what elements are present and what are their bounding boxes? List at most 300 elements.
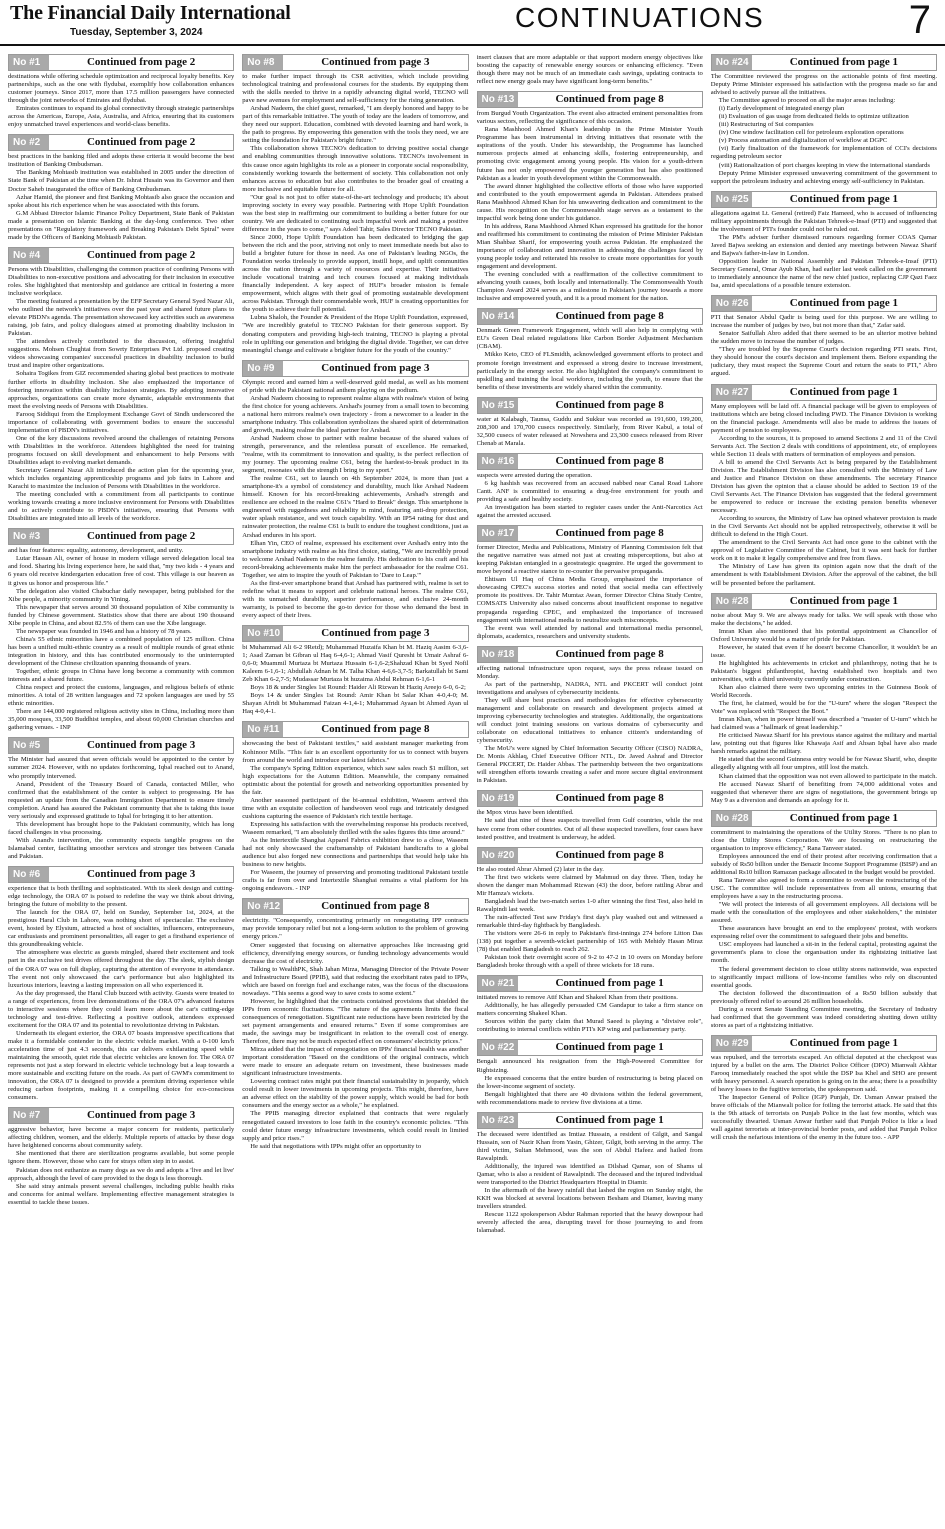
article-body <box>477 866 703 971</box>
continuation-article <box>711 191 937 290</box>
continuation-article <box>8 866 234 1102</box>
paragraph: Opposition leader in National Assembly and Pakistan Tehreek-e-Insaf (PTI) Secretary General, Omar Ayub Khan, had earlier last week called on the government to immediately announce the name of the new chief justice, replacing CJP Qazi Faez Isa, amid speculations of a possible tenure extension. <box>710 257 937 290</box>
masthead <box>0 0 945 46</box>
article-body <box>477 327 703 391</box>
article-body <box>477 1058 703 1106</box>
continuation-header <box>711 384 937 401</box>
continued-from-label: Continued from page 3 <box>49 738 233 753</box>
paragraph: The visitors were 26-6 in reply to Pakistan's first-innings 274 before Litton Das (138) put together a seventh-wicket partnership of 165 with Mehidy Hasan Miraz (78) that enabled Bangladesh to reach 262. <box>476 929 703 954</box>
paragraph: The Banking Mohtasib institution was established in 2005 under the direction of State Bank of Pakistan at the time when Dr. Ishrat Husain was its Governor and then Doctor Saheb inaugurated the office of Banking Ombudsman. <box>8 169 235 193</box>
continuation-article <box>8 737 234 861</box>
continued-from-label: Continued from page 1 <box>518 1040 702 1055</box>
paragraph: Arshad Nadeem choosing to represent realme aligns with realme's vision of being the first choice for young achievers. Arshad's journey from a small town to becoming a national hero mirrors realme's own trajectory - from a newcomer to a leader in the smartphone industry. This collaboration symbolizes the shared spirit of determination and growth, making realme the ideal partner for Arshad. <box>242 394 469 434</box>
continued-from-label: Continued from page 2 <box>49 248 233 263</box>
paragraph: He said that negotiations with IPPs might offer an opportunity to <box>250 1142 422 1150</box>
column-2 <box>242 54 468 1529</box>
paragraph: The meeting featured a presentation by the EFP Secretary General Syed Nazar Ali, who outlined the network's initiatives over the past year and shared future plans to elevate PBDN's agenda. The presentation showcased key activities such as awareness raising, job fairs, and policy dialogues aimed at promoting disability inclusion in Pakistan. <box>8 298 235 338</box>
article-body <box>477 416 703 448</box>
issue-date: Tuesday, September 3, 2024 <box>70 27 203 38</box>
paragraph: electricity. "Consequently, concentrating primarily on renegotiating IPP contracts may provide temporary relief but not a long-term solution to the problem of growing energy prices." <box>242 917 469 941</box>
continuation-number: No #13 <box>478 92 518 107</box>
continuation-header <box>477 646 703 663</box>
paragraph: The MoU's were signed by Chief Information Security Officer (CISO) NADRA, Dr. Monis Akhlaq, Chief Executive Officer NTL, Dr. Javed Ashraf and Director General PKCERT, Dr. Haider Abbas. The partnership between the two organizations will strengthen efforts towards creating a safer and more secure digital environment in Pakistan. <box>476 745 703 785</box>
paragraph: He highlighted his achievements in cricket and philanthropy, noting that he is Pakistan's biggest philanthropist, having established two hospitals and two universities, with a third university currently under construction. <box>710 659 937 683</box>
continued-from-label: Continued from page 3 <box>49 1108 233 1123</box>
paragraph: Rana Tanveer also agreed to form a committee to oversee the restructuring of the USC. The committee will include representatives from all unions, ensuring that employees have a say in the restructuring process. <box>710 876 937 901</box>
continuation-number: No #4 <box>9 248 49 263</box>
paragraph: An investigation has been started to register cases under the Anti-Narcotics Act against the arrested accused. <box>476 504 703 520</box>
paragraph: The atmosphere was electric as guests mingled, shared their excitement and took part in the exclusive test drives offered throughout the day. The sleek, stylish design of the ORA 07 was on full display, capturing the attention of everyone in attendance. The event not only showcased the car's performance but also highlighted its luxurious interiors, leaving a lasting impression on all who experienced it. <box>8 949 235 989</box>
paragraph: The PPIB managing director explained that contracts that were regularly renegotiated caused investors to lose faith in the country's economic policies. "This could deter future energy infrastructure investments, which could result in limited supply and price rises." <box>242 1110 469 1142</box>
continuation-number: No #16 <box>478 454 518 469</box>
continuation-number: No #24 <box>712 55 752 70</box>
paragraph: However, he stated that even if he doesn't become Chancellor, it wouldn't be an issue. <box>710 643 937 659</box>
paragraph: 6 kg hashish was recovered from an accused nabbed near Canal Road Lahore Cantt. ANF is committed to ensuring a drug-free environment for youth and providing a safe and healthy society. <box>476 479 703 504</box>
continuation-number: No #1 <box>9 55 49 70</box>
paragraph: Elhan Yin, CEO of realme, expressed his excitement over Arshad's entry into the smartphone industry with realme as his first choice, stating, "We are incredibly proud to welcome Arshad Nadeem to the realme family. His dedication to his craft and his record-breaking achievements make him the perfect ambassador for the realme C61. Together, we aim to inspire the youth of Pakistan to 'Dare to Leap.'" <box>242 539 469 579</box>
continuation-header <box>711 295 937 312</box>
continuation-number: No #28 <box>712 594 752 609</box>
continuation-header <box>477 91 703 108</box>
paragraph: The first, he claimed, would be for the "U-turn" where the slogan "Respect the Vote" was replaced with "Respect the Boot." <box>710 700 937 716</box>
continuation-header <box>242 360 468 377</box>
continuation-header <box>477 525 703 542</box>
paragraph: Together, ethnic groups in China have long become a community with common interests and a shared future. <box>8 668 235 684</box>
column-3 <box>477 54 703 1529</box>
continuation-article <box>477 54 703 86</box>
paragraph: Lubna Shaloh, the Founder & President of the Hope Uplift Foundation, expressed, "We are incredibly grateful to TECNO Pakistan for their generous support. By donating computers and providing high-tech training, TECNO is playing a pivotal role in uplifting our generation and bridging the digital divide. Together, we can drive meaningful change and cultivate a brighter future for the youth of the country." <box>242 314 469 354</box>
paragraph: Rana Mashhood Ahmed Khan's leadership in the Prime Minister Youth Programme has been instrumental in driving initiatives that resonate with the aspirations of the youth. Under his stewardship, the Programme has launched numerous projects aimed at enhancing skills, fostering entrepreneurship, and promoting civic engagement among young people. His vision for a youth-driven future has not only empowered the younger generation but has also positioned Pakistan as a leader in youth development within the Commonwealth. <box>476 126 703 182</box>
paragraph: Talking to WealthPK, Shah Jahan Mirza, Managing Director of the Private Power and Infrastructure Board (PPIB), said that reducing the exorbitant rates paid to IPPs, which are based on foreign fuel and exchange rates, was the focus of the discussions nowadays. "This seems a good way to save costs to some extent." <box>242 965 469 997</box>
paragraph: Azhar Hamid, the pioneer and first Banking Mohtasib also grace the occasion and spoke about his rich experience when he was associated with this forum. <box>8 193 235 209</box>
paragraph: best practices in the banking filed and adopts these criteria it would become the best institution of Banking Ombudsman. <box>8 153 235 169</box>
continued-from-label: Continued from page 8 <box>518 454 702 469</box>
paragraph: Khan claimed that the opposition was not even allowed to participate in the match. <box>718 772 937 780</box>
paragraph: The delegation also visited Chabuchar daily newspaper, being published for the Xibe people, a minority community in Yining. <box>8 587 235 603</box>
continuation-header <box>477 790 703 807</box>
paragraph: from Burgud Youth Organization. The event also attracted eminent personalities from various sectors, reflecting the significance of this occasion. <box>476 110 703 126</box>
paragraph: Anand, President of the Treasury Board of Canada, contacted Miller, who confirmed that the establishment of the center is subject to progressing. He has requested an update from the Canadian Immigration Department to ensure timely completion. Anand has assured the Pakistani community that she is taking this issue very seriously and expressed gratitude to Iqbal for bringing it to her attention. <box>8 780 235 820</box>
continuation-number: No #2 <box>9 135 49 150</box>
paragraph: The rain-affected Test saw Friday's first day's play washed out and witnessed a remarkable third-day fightback by Bangladesh. <box>476 913 703 929</box>
paragraph: (iii) Restructuring of Sui companies <box>718 121 814 129</box>
continuation-article <box>477 847 703 971</box>
continuation-article <box>477 453 703 520</box>
continuation-header <box>8 528 234 545</box>
paragraph: bi Muhammad Ali 6-2 9Retd); Muhammad Huzaifa Khan bt M. Haziq Aasim 6-3,6-1; Asad Zaman bt Gibran ul Haq 6-4,6-1; Ahmad Vasif Qureshi bt Umair Ashraf 6-0,6-0; Muammil Murtaza bt Murtaza Hussain 6-1,6-2;Shahzad Khan bt Syed Nofil Kaleem 6-1,6-1; Abdullah Adnan bt M. Talha Khan 4-6,6-3,7-5; Barkatullah bt Sami Zeb Khan 6-2,7-5; Mudassar Murtaza bt huzaima Abdul Rehman 6-1,6-1 <box>242 644 469 684</box>
paragraph: There are 144,000 registered religious activity sites in China, including more than 35,000 mosques, 33,500 Buddhist temples, and about 60,000 Christian churches and gathering venues. - INP <box>8 708 235 732</box>
paragraph: Mirza added that the impact of renegotiation on IPPs' financial health was another important consideration "Based on the conditions of the original contracts, which were made to ensure an adequate return on investment, these businesses made significant infrastructure investments. <box>242 1046 469 1078</box>
paragraph: China's 55 ethnic minorities have a combined population of 125 million. China has been a unified multi-ethnic country as a result of multiple rounds of great ethnic integration in history, and this has contributed enormously to the uninterrupted development of the Chinese civilization spanning thousands of years. <box>8 635 235 667</box>
paragraph: Deputy Prime Minister expressed unwavering commitment of the government to support the petroleum industry and achieving energy self-sufficiency in Pakistan. <box>710 169 937 185</box>
continuation-header <box>8 1107 234 1124</box>
paragraph: Arshad Nadeem, the chief guest, remarked, "I am deeply honored and happy to be part of this remarkable initiative. The youth of today are the leaders of tomorrow, and they need our support. Education, combined with devoted learning and hard work, is the path to progress. By empowering this generation with the tools they need, we are setting the foundation for Pakistan's bright future." <box>242 105 469 145</box>
continuation-header <box>8 134 234 151</box>
article-body <box>711 612 937 805</box>
paragraph: In the aftermath of the heavy rainfall that lashed the region on Sunday night, the KKH was blocked at several locations between Besham and Diamer, leaving many travellers stranded. <box>476 1187 703 1211</box>
paragraph: She said stray animals present several challenges, including public health risks and concerns for animal welfare. Implementing effective management strategies is essential to tackle these issues. <box>8 1182 235 1206</box>
continuation-number: No #15 <box>478 398 518 413</box>
paper-name: The Financial Daily International <box>10 2 291 24</box>
continued-from-label: Continued from page 3 <box>283 626 467 641</box>
continuation-number: No #17 <box>478 526 518 541</box>
paragraph: experience that is both thrilling and sophisticated. With its sleek design and cutting-edge technology, the ORA 07 is poised to redefine the way we think about driving, bringing the future of mobility to the present. <box>8 885 235 909</box>
continuation-number: No #10 <box>243 626 283 641</box>
paragraph: The realme C61, set to launch on 4th September 2024, is more than just a smartphone-it's a symbol of consistency and durability, much like Arshad Nadeem himself. Known for his record-breaking achievements, Arshad's strength and resilience are echoed in the realme C61's "Hard to Break" design. This smartphone is engineered with ruggedness and reliability in mind, featuring anti-drop protection, water splash resistance, and wet touch capability. With an IP54 rating for dust and rainwater protection, the realme C61 is built to endure the toughest conditions, just as Arshad endures in his sport. <box>242 475 469 539</box>
article-body <box>8 266 234 524</box>
continued-from-label: Continued from page 8 <box>518 848 702 863</box>
continuation-number: No #18 <box>478 647 518 662</box>
article-body <box>8 73 234 129</box>
continued-from-label: Continued from page 8 <box>518 92 702 107</box>
continued-from-label: Continued from page 1 <box>752 811 936 826</box>
continuation-article <box>242 898 468 1150</box>
paragraph: insert clauses that are more adaptable or that support modern energy objectives like boosting the capacity of renewable energy sources or enhancing efficiency. "Even though there may not be much of an immediate cash savings, updating contracts to reflect new energy goals may have significant long-term benefits." <box>476 54 703 86</box>
paragraph: Khan also claimed there were two upcoming entries in the Guinness Book of World Records. <box>710 684 937 700</box>
continuation-header <box>8 247 234 264</box>
paragraph: The newspaper was founded in 1946 and has a history of 78 years. <box>16 627 192 635</box>
article-body <box>477 110 703 303</box>
continuation-article <box>242 625 468 716</box>
continuation-article <box>8 247 234 524</box>
paragraph: One of the key discussions revolved around the challenges of retaining Persons with Disabilities in the workforce. Attendees highlighted the need for training programs focused on skill development and enhancement to help Persons with Disabilities adapt to evolving market demands. <box>8 434 235 466</box>
paragraph: This development has brought hope to the Pakistani community, which has long faced challenges in visa processing. <box>8 820 235 836</box>
paragraph: The event was well attended by national and international media personnel, diplomats, academics, researchers and university students. <box>476 624 703 640</box>
continuation-number: No #14 <box>478 309 518 324</box>
paragraph: affecting national infrastructure upon request, says the press release issued on Monday. <box>476 664 703 680</box>
article-body <box>8 547 234 732</box>
continuation-article <box>711 810 937 1030</box>
paragraph: Sources within the party claim that Murad Saeed is playing a "divisive role", contributing to internal conflicts within PTI's KP wing and parliamentary party. <box>476 1018 703 1034</box>
paragraph: The award dinner highlighted the collective efforts of those who have supported and contributed to the youth empowerment agenda in Pakistan. Attendees praised Rana Mashhood Ahmed Khan for his unwavering dedication and commitment to the cause. His recognition on the Commonwealth stage serves as a testament to the impactful work being done under his guidance. <box>476 182 703 222</box>
continuation-number: No #9 <box>243 361 283 376</box>
continuation-header <box>477 1039 703 1056</box>
section-title: CONTINUATIONS <box>515 2 765 33</box>
continuation-article <box>8 134 234 242</box>
continued-from-label: Continued from page 8 <box>518 309 702 324</box>
paragraph: "They are troubled by the Supreme Court's decision regarding PTI seats. First, they should honour the court's decision and implement them. Before expanding the judiciary, they must respect the Supreme Court and return the seats to PTI," Abro argued. <box>710 346 937 378</box>
paragraph: The PM's adviser further dismissed rumours regarding former COAS Qamar Javed Bajwa seeking an extension and denied any meetings between Nawaz Sharif and Bajwa's father-in-law in London. <box>710 233 937 257</box>
paragraph: Bengali highlighted that there are 40 divisions within the federal government, with recommendations made to review five divisions at a time. <box>476 1090 703 1106</box>
paragraph: Underneath its elegant exterior, the ORA 07 boasts impressive specifications that make it a formidable contender in the electric vehicle market. With a 0-100 km/h acceleration time of just 4.3 seconds, this car delivers exhilarating speed while maintaining the smooth, quiet ride that electric vehicles are known for. The ORA 07 represents not just a step forward in electric vehicle technology but a leap towards a more sustainable and exciting future on the roads. As part of GWM's commitment to innovation, the ORA 07 is designed to provide a premium driving experience while reducing carbon footprints, making it a compelling choice for eco-conscious consumers. <box>8 1029 235 1102</box>
paragraph: USC employees had launched a sit-in in the federal capital, protesting against the government's plans to close the organisation under its rightsizing initiative last month. <box>710 941 937 965</box>
paragraph: He expressed concerns that the entire burden of restructuring is being placed on the lower-income segment of society. <box>476 1074 703 1090</box>
paragraph: Since 2000, Hope Uplift Foundation has been dedicated to bridging the gap between the rich and the poor, striving not only to meet immediate needs but also to build a brighter future for those in need. As one of Pakistan's leading NGOs, the Foundation works tirelessly to provide support, instill hope, and uplift communities across the nation through a variety of resources and expertise. Their initiatives include vocational training and tech courses focused at making individuals financially independent. A key aspect of HUF's broader mission is female empowerment, which aligns with their goal of promoting sustainable development across Pakistan. Through their commendable work, HUF is creating opportunities for the youth to achieve their full potential. <box>242 233 469 314</box>
continuation-header <box>711 810 937 827</box>
column-4 <box>711 54 937 1529</box>
article-body <box>711 1054 937 1143</box>
paragraph: G.M Abbasi Director Islamic Finance Policy Department, State Bank of Pakistan made a presentation on Islamic Banking at the day-long conference. Two other presentations on "Regulatory framework and Breaking Pakistan's Debt Spiral" were made by the Officers of Banking Mohtasib Pakistan. <box>8 209 235 241</box>
paragraph: Another seasoned participant of the bi-annual exhibition, Waseem arrived this time with an exquisite collection of handwoven wool rugs and intricately designed cushions capturing the essence of Pakistan's rich textile heritage. <box>242 796 469 820</box>
continuation-article <box>8 54 234 129</box>
continued-from-label: Continued from page 1 <box>752 192 936 207</box>
paragraph: Bangladesh lead the two-match series 1-0 after winning the first Test, also held in Rawalpindi last week. <box>476 897 703 913</box>
continuation-number: No #23 <box>478 1113 518 1128</box>
paragraph: the Mpox virus have been identified. <box>476 809 574 817</box>
paragraph: Pakistan took their overnight score of 9-2 to 47-2 in 10 overs on Monday before Bangladesh broke through with a spell of three wickets for 18 runs. <box>476 954 703 970</box>
paragraph: Additionally, he has allegedly persuaded CM Gandapur to take a firm stance on matters concerning Shakeel Khan. <box>476 1002 703 1018</box>
paragraph: He stated that the second Guinness entry would be for Nawaz Sharif, who, despite allegedly aligning with all four umpires, still lost the match. <box>710 756 937 772</box>
continuation-header <box>242 625 468 642</box>
continuation-article <box>477 91 703 303</box>
paragraph: The company's Spring Edition experience, which saw sales reach $1 million, set high expectations for the Autumn Edition. Meanwhile, the company remained optimistic about the potential for growth and networking opportunities presented by the fair. <box>242 764 469 796</box>
continuation-number: No #22 <box>478 1040 518 1055</box>
continuation-number: No #3 <box>9 529 49 544</box>
continued-from-label: Continued from page 2 <box>49 55 233 70</box>
article-body <box>477 54 703 86</box>
paragraph: destinations while offering schedule optimization and reciprocal loyalty benefits. Key partnerships, such as the one with flydubai, exemplify how collaboration enhances customer journeys. Since 2017, more than 17.5 million passengers have connected through the joint networks of Emirates and flydubai. <box>8 73 235 105</box>
paragraph: He accused Nawaz Sharif of benefiting from 74,000 additional votes and suggested that whenever there are signs of negotiations, the government brings up May 9 as a diversion and demands an apology for it. <box>710 780 937 804</box>
paragraph: (vi) Early finalization of the framework for implementation of CCI's decisions regarding petroleum sector <box>710 145 937 161</box>
paragraph: They will share best practices and methodologies for effective cybersecurity management and collaborate on research and development projects aimed at improving cybersecurity technologies and strategies. Additionally, the organizations will conduct joint training sessions on various domains of cybersecurity and collaborate on educational initiatives to enhance citizen's understanding of cybersecurity. <box>476 696 703 745</box>
article-body <box>477 544 703 641</box>
paragraph: Bengali announced his resignation from the High-Powered Committee for Rightsizing. <box>476 1058 703 1074</box>
continuation-number: No #29 <box>712 1036 752 1051</box>
article-body <box>477 472 703 520</box>
continued-from-label: Continued from page 8 <box>518 647 702 662</box>
continuation-number: No #19 <box>478 791 518 806</box>
paragraph: Additionally, the injured was identified as Dilshad Qamar, son of Shams ul Qamar, who is also a resident of Rawalpindi. The deceased and the injured individual were transported to the District Headquarters Hospital in Diamir. <box>476 1162 703 1187</box>
continuation-number: No #25 <box>712 192 752 207</box>
paragraph: (i) Early development of integrated energy plan <box>718 105 845 113</box>
paragraph: Imran Khan, when in power himself was described a "master of U-turn" which he had claimed was a "hallmark of great leadership." <box>710 716 937 732</box>
paragraph: former Director, Media and Publications, Ministry of Planning Commission felt that the negative narrative was aimed not just at creating misperceptions, but also at keeping Pakistan entangled in a geostrategic quagmire. He urged the government to move beyond a reactive stance to re-counter the pervasive propaganda. <box>476 544 703 576</box>
paragraph: According to sources, the Ministry of Law has opined whatever provision is made in the Civil Servants Act should not be applied retrospectively, otherwise it will be difficult to defend in the High Court. <box>710 515 937 539</box>
continuation-header <box>242 721 468 738</box>
paragraph: aggressive behavior, have become a major concern for residents, particularly affecting children, women, and the elderly. Multiple reports of attacks by these dogs have heightened concerns about community safety. <box>8 1126 235 1150</box>
article-body <box>711 403 937 588</box>
continued-from-label: Continued from page 1 <box>752 594 936 609</box>
article-body <box>242 73 468 355</box>
continuation-header <box>477 453 703 470</box>
paragraph: The attendees actively contributed to the discussion, offering insightful suggestions. Mohsen Chughtai from Sowrty Enterprises Pvt Ltd. proposed creating videos showcasing companies' successful practices in disability inclusion to build trust and inspire other organizations. <box>8 338 235 370</box>
page-number: 7 <box>908 0 931 42</box>
continuation-header <box>711 54 937 71</box>
paragraph: Secretary General Nazar Ali introduced the action plan for the upcoming year, which includes organizing apprenticeship programs and job fairs in Lahore and Karachi to maximize the inclusion of Persons with Disabilities in the workforce. <box>8 467 235 491</box>
paragraph: Lutar Hassan Ali, owner of house in modern village served delegation local tea and food. Sharing his living experience here, he said that, "my two kids - 4 years and 6 years old receive kindergarten education free of cost. This village is our heaven as it gives us honor and prosperous life." <box>8 555 235 587</box>
continued-from-label: Continued from page 3 <box>283 361 467 376</box>
paragraph: Employees announced the end of their protest after receiving confirmation that a subsidy of Rs50 billion under the Benazir Income Support Programme (BISP) and an additional Rs10 billion Ramazan package allocated in the budget would be provided. <box>710 852 937 876</box>
continued-from-label: Continued from page 8 <box>518 791 702 806</box>
paragraph: "Our goal is not just to offer state-of-the-art technology and products; it's about improving society in every way possible. Partnering with Hope Uplift Foundation was the best step in reaffirming our commitment to building a better future for our country. We are dedicated to continuing such impactful work and making a positive difference in the years to come," says Adeel Tahir, Sales Director TECNO Pakistan. <box>242 193 469 233</box>
paragraph: According to the sources, it is proposed to amend Sections 2 and 11 of the Civil Servants Act. The Section 2 deals with conditions of appointment, etc, of employees while Section 11 deals with matters of termination of employees and pension. <box>710 434 937 458</box>
paragraph: Expressing his satisfaction with the overwhelming response his products received, Waseem remarked, "I am absolutely thrilled with the sales figures this time around." <box>242 820 469 836</box>
paragraph: water at Kalabagh, Taunsa, Guddu and Sukkur was recorded as 191,600, 199,200, 208,300 and 170,700 cusecs respectively. Similarly, from River Kabul, a total of 32,500 cusecs of water released at Nowshera and 23,300 cusecs released from River Chenab at Marala. <box>476 415 703 447</box>
paragraph: (iv) One window facilitation cell for petroleum exploration operations <box>718 129 904 137</box>
article-body <box>711 73 937 186</box>
paragraph: The launch for the ORA 07, held on Sunday, September 1st, 2024, at the prestigious Haral Club in Lahore, was nothing short of spectacular. The exclusive event, hosted by Elysium, attracted a host of socialites, influencers, entrepreneurs, car enthusiasts and prominent personalities, all eager to get a firsthand experience of this groundbreaking vehicle. <box>8 909 235 949</box>
paragraph: Ehtisam Ul Haq of China Media Group, emphasized the importance of showcasing CPEC's success stories and noted that social media can effectively promote its positives. Dr. Tahir Mumtaz Awan, former Director China Study Centre, COMSATS University also raised concerns about insufficient response to negative propaganda regarding CPEC, and emphasized the importance of increased engagement with international media to neutralize such misconcepts. <box>476 576 703 624</box>
paragraph: He also routed Abrar Ahmed (2) later in the day. <box>476 865 604 873</box>
continuation-header <box>477 397 703 414</box>
continuation-article <box>477 790 703 841</box>
paragraph: Senator Saifullah Abro added that there seemed to be an ulterior motive behind the sudden move to increase the number of judges. <box>710 330 937 346</box>
paragraph: As the first-ever smartphone brand that Arshad has partnered with, realme is set to redefine what it means to support and celebrate national heroes. The realme C61, with its unmatched durability, superior performance, and exclusive 24-month warranty, is poised to become the go-to device for those who demand the best in every aspect of their lives. <box>242 579 469 619</box>
paragraph: With Anand's intervention, the community expects tangible progress on the Islamabad center, facilitating smoother services and stronger ties between Canada and Pakistan. <box>8 836 235 860</box>
article-body <box>477 665 703 786</box>
continuation-article <box>242 721 468 893</box>
paragraph: (viii) Rationalization of port charges keeping in view the international standards <box>718 161 930 169</box>
paragraph: The first two wickets were claimed by Mahmud on day three. Then, today he shown the danger man Mohammad Rizwan (43) the door, before rattling Abrar and Mir Hamza's wickets. <box>476 873 703 897</box>
continuation-article <box>711 1035 937 1143</box>
continued-from-label: Continued from page 8 <box>518 526 702 541</box>
continued-from-label: Continued from page 1 <box>752 55 936 70</box>
continued-from-label: Continued from page 3 <box>283 55 467 70</box>
continuation-article <box>8 1107 234 1206</box>
continuation-header <box>477 1112 703 1129</box>
continuation-article <box>242 360 468 620</box>
paragraph: Emirates continues to expand its global connectivity through strategic partnerships across the Americas, Europe, Asia, Australia, and Africa, ensuring that its customers enjoy unmatched travel experiences and world-class benefits. <box>8 105 235 129</box>
paragraph: suspects were arrested during the operation. <box>476 471 593 479</box>
paragraph: This collaboration shows TECNO's dedication to driving positive social change and enabling communities through innovative solutions. TECNO's involvement in this cause once again highlights its role as a pioneer in corporate social responsibility, consistently working towards the betterment of society. This collaboration not only enhances access to education but also contributes to the broader goal of creating a more inclusive and equitable future for all. <box>242 145 469 193</box>
article-body <box>477 994 703 1034</box>
continuation-number: No #26 <box>712 296 752 311</box>
continued-from-label: Continued from page 3 <box>49 867 233 882</box>
paragraph: She mentioned that there are sterilization programs available, but some people ignore them. However, those who care for strays often step in to assist. <box>8 1150 235 1166</box>
paragraph: The Committee agreed to proceed on all the major areas including: <box>718 97 896 105</box>
paragraph: Boys 14 & under Singles 1st Round: Amir Khan bt Salar Khan 4-0,4-0; M. Shayan Afridi bt Muhammad Faizan 4-1,4-1; Muhammad Ayaan bt Ahmed Ayan ul Haq 4-0,4-1. <box>242 692 469 716</box>
paragraph: Omer suggested that focusing on alternative approaches like increasing grid efficiency, diversifying energy sources, or funding technology advancements would decrease the cost of electricity. <box>242 941 469 965</box>
paragraph: Olympic record and earned him a well-deserved gold medal, as well as his moment of pride with the Pakistani national anthem playing on the podium. <box>242 378 469 394</box>
paragraph: Farooq Siddiqui from the Employment Exchange Govt of Sindh underscored the importance of collaborating with government bodies to ensure the successful implementation of PBDN's initiatives. <box>8 410 235 434</box>
article-body <box>242 917 468 1150</box>
continuation-number: No #6 <box>9 867 49 882</box>
continued-from-label: Continued from page 8 <box>283 899 467 914</box>
continuation-header <box>711 191 937 208</box>
continuation-article <box>477 525 703 641</box>
paragraph: This newspaper that serves around 30 thousand population of Xibe community is funded by Chinese government. Statistics show that there are about 190 thousand Xibe people in China, and about 82.5% of them can use the Xibe language. <box>8 603 235 627</box>
paragraph: He criticised Nawaz Sharif for his previous stance against the military and martial law, pointing out that figures like Khawaja Asif and Ahsan Iqbal have also made harsh remarks against the military. <box>710 732 937 756</box>
paragraph: showcasing the best of Pakistani textiles," said assistant manager marketing from Kohinoor Mills. "This fair is an excellent opportunity for us to connect with buyers from around the world and introduce our latest fabrics." <box>242 740 469 764</box>
continuation-article <box>477 308 703 391</box>
continuation-article <box>477 397 703 448</box>
continued-from-label: Continued from page 2 <box>49 135 233 150</box>
news-columns <box>0 46 945 1529</box>
continuation-article <box>711 593 937 805</box>
article-body <box>8 756 234 861</box>
paragraph: The Ministry of Law has given its opinion again now that the draft of the amendment is with Establishment Division. After the approval of the cabinet, the bill will be presented before the parliament. <box>710 563 937 587</box>
article-body <box>242 740 468 893</box>
article-body <box>8 1126 234 1206</box>
continuation-article <box>711 295 937 378</box>
continued-from-label: Continued from page 1 <box>518 1113 702 1128</box>
paragraph: The federal government decision to close utility stores nationwide, was expected to significantly impact millions of low-income families who rely on discounted essential goods. <box>710 965 937 989</box>
continuation-article <box>242 54 468 355</box>
paragraph: He said that nine of these suspects travelled from Gulf countries, while the rest have come from other countries. Out of all these suspected travellers, four cases have tested positive, and treatment is underway, he added. <box>476 817 703 841</box>
continued-from-label: Continued from page 1 <box>752 296 936 311</box>
paragraph: The Committee reviewed the progress on the actionable points of first meeting. Deputy Prime Minister expressed his satisfaction with the progress made so far and advised to actively pursue all the initiatives. <box>710 73 937 97</box>
paragraph: During a recent Senate Standing Committee meeting, the Secretary of Industry had confirmed that the government was indeed considering shutting down utility stores as part of a rightsizing initiative. <box>710 1005 937 1029</box>
continuation-number: No #8 <box>243 55 283 70</box>
paragraph: noise about May 9. We are always ready for talks. We will speak with those who make the decisions," he added. <box>710 611 937 627</box>
paragraph: Imran Khan also mentioned that his potential appointment as Chancellor of Oxford University would be a matter of pride for Pakistan. <box>710 627 937 643</box>
continuation-header <box>8 737 234 754</box>
paragraph: Sohaira Togikes from GIZ recommended sharing global best practices to motivate further efforts in disability inclusion. She also emphasized the importance of fostering innovation within disability inclusion strategies. By adopting innovative approaches, organizations can create more dynamic, adaptable environments that meet the evolving needs of Persons with Disabilities. <box>8 370 235 410</box>
continuation-header <box>711 593 937 610</box>
column-1 <box>8 54 234 1529</box>
continuation-article <box>8 528 234 732</box>
paragraph: Pakistan does not euthanize as many dogs as we do and adopts a 'live and let live' approach, although the level of care provided to the dogs is less thorough. <box>8 1166 235 1182</box>
article-body <box>711 210 937 290</box>
continuation-article <box>711 384 937 588</box>
paragraph: A bill to amend the Civil Servants Act is being prepared by the Establishment Division. The Establishment Division has also consulted with the Ministry of Law and Justice and Finance Division on these amendments. The secretary Finance Division has given the opinion that a clause should be added to Section 19 of the Civil Servants Act. The Finance Division has suggested that the federal government be empowered to reduce or increase the existing pension benefits whenever necessary. <box>710 458 937 515</box>
paragraph: The meeting concluded with a commitment from all participants to continue working towards creating a more inclusive environment for Persons with Disabilities and to actively contribute to PBDN's initiatives, ensuring that Persons with Disabilities are integrated into all levels of the workforce. <box>8 491 235 523</box>
continued-from-label: Continued from page 8 <box>283 722 467 737</box>
article-body <box>8 153 234 242</box>
paragraph: These assurances have brought an end to the employees' protest, with workers expressing relief over the commitment to safeguard their jobs and benefits. <box>710 925 937 941</box>
paragraph: Rescue 1122 spokesperson Abdur Rahman reported that the heavy downpour had severely affected the area, disrupting travel for those journeying to and from Islamabad. <box>476 1211 703 1235</box>
paragraph: The amendment to the Civil Servants Act had once gone to the cabinet with the approval of Legislative Committee of the Cabinet, but it was sent back for further work on it to make it legally comprehensive and free from flaws. <box>710 539 937 563</box>
paragraph: As the Intertextile Shanghai Apparel Fabrics exhibition drew to a close, Waseem had not only showcased the craftsmanship of Pakistani handicrafts to a global audience but also forged new connections and partnerships that would help take his business to new heights. <box>242 837 469 869</box>
paragraph: In his address, Rana Mashhood Ahmed Khan expressed his gratitude for the honor and reaffirmed his commitment to continuing the mission of Prime Minister Pakistan Mian Shahbaz Sharif, for empowering youth across Pakistan. He emphasized the importance of collaboration and innovation in addressing the challenges faced by young people today and reiterated his resolve to create more opportunities for youth engagement and development. <box>476 222 703 271</box>
continuation-header <box>711 1035 937 1052</box>
paragraph: The decision followed the discontinuation of a Rs50 billion subsidy that previously offered relief to around 26 million households. <box>710 989 937 1005</box>
paragraph: Denmark Green Framework Engagement, which will also help in complying with EU's Green Deal related regulations like Carbon Border Adjustment Mechanism (CBAM). <box>476 327 703 351</box>
paragraph: Boys 18 & under Singles 1st Round: Haider Ali Rizwan bt Haziq Areejo 6-0, 6-2; <box>250 684 466 692</box>
paragraph: China respect and protect the customs, languages, and religious beliefs of ethnic minorities. A total of 28 written languages and 72 spoken languages are used by 55 ethnic minorities. <box>8 684 235 708</box>
continuation-number: No #20 <box>478 848 518 863</box>
continuation-article <box>477 646 703 786</box>
continued-from-label: Continued from page 2 <box>49 529 233 544</box>
article-body <box>242 644 468 716</box>
continuation-header <box>8 866 234 883</box>
continuation-article <box>711 54 937 186</box>
continuation-number: No #12 <box>243 899 283 914</box>
article-body <box>477 809 703 841</box>
paragraph: "We will protect the interests of all government employees. All decisions will be made with the consultation of the employees and other stakeholders," the minister assured. <box>710 901 937 925</box>
continuation-header <box>242 898 468 915</box>
paragraph: to make further impact through its CSR activities, which include providing technological training and professional courses for the students. By equipping them with the skills needed to thrive in a rapidly advancing digital world, TECNO will pave new avenues for employment and self-sufficiency for the rising generation. <box>242 73 469 105</box>
continuation-number: No #27 <box>712 385 752 400</box>
paragraph: As the day progressed, the Haral Club buzzed with activity. Guests were treated to a range of experiences, from live demonstrations of the ORA 07's advanced features to interactive sessions where they could learn more about the car's cutting-edge technology and test-drive. Reflecting a positive outlook, attendees expressed excitement for the ORA 07 and its potential to revolutionize driving in Pakistan. <box>8 989 235 1029</box>
paragraph: (ii) Evaluation of gas usage from dedicated fields to optimize utilization <box>718 113 909 121</box>
paragraph: The Inspector General of Police (IGP) Punjab, Dr. Usman Anwar praised the brave officials of the Mianwali police for foiling the terrorist attack. He said that this is the 9th attack of terrorists on Punjab Police in the last few months, which was successfully thwarted. Usman Anwar further said that Punjab Police is like a lead wall against terrorists at inter-provincial border posts, and added that Punjab Police will crush the nefarious intentions of the enemy in the future too. - APP <box>710 1094 937 1142</box>
continuation-number: No #11 <box>243 722 283 737</box>
continuation-article <box>477 1112 703 1236</box>
paragraph: allegations against Lt. General (retired) Faiz Hameed, who is accused of influencing military appointments through the Pakistan Tehreek-e-Insaf (PTI) and suggested that the involvement of PTI's founder could not be ruled out. <box>710 209 937 233</box>
continued-from-label: Continued from page 1 <box>752 1036 936 1051</box>
paragraph: Arshad Nadeem chose to partner with realme because of the shared values of strength, perseverance, and the relentless pursuit of excellence. He remarked, "realme, with its commitment to innovation and quality, is the perfect reflection of my journey. The upcoming realme C61, being the hardest-to-break product in its segment, resonates with the strength I bring to my sport." <box>242 434 469 475</box>
continuation-header <box>242 54 468 71</box>
paragraph: and has four features: equality, autonomy, development, and unity. <box>8 547 184 555</box>
continuation-article <box>477 975 703 1034</box>
continuation-number: No #5 <box>9 738 49 753</box>
paragraph: PTI that Senator Abdul Qadir is being used for this purpose. We are willing to increase the number of judges by two, but not more than that," Zafar said. <box>710 314 937 330</box>
paragraph: The evening concluded with a reaffirmation of the collective commitment to advancing youth causes, both locally and internationally. The Commonwealth Youth Champion Award 2024 serves as a milestone in Pakistan's journey towards a more inclusive and empowered youth, and it is a proud moment for the nation. <box>476 271 703 303</box>
paragraph: As part of the partnership, NADRA, NTL and PKCERT will conduct joint investigations and analyses of cybersecurity incidents. <box>476 680 703 696</box>
continuation-header <box>477 847 703 864</box>
continuation-number: No #21 <box>478 976 518 991</box>
paragraph: Persons with Disabilities, challenging the common practice of confining Persons with Disabilities to non-executive positions and advocating for their inclusion in executive roles. She highlighted that mentorship and guidance are critical in fostering a more inclusive workplace. <box>8 265 235 297</box>
paragraph: was repulsed, and the terrorists escaped. An official deputed at the checkpost was injured by a bullet on the arm. The District Police Officer (DPO) Mianwali Akhtar Farooq immediately reached the spot while the DSP Isa Khel and SHO are present with heavy personnel. A search operation is going on in the area; there is a possibility of heavy losses to the fugitive terrorists, the spokesperson said. <box>710 1053 937 1094</box>
paragraph: The deceased were identified as Imtiaz Hussain, a resident of Gilgit, and Sangal Hussain, son of Nazir Khan from Yasin, Ghizer, Gilgit, both serving in the army. The third victim, Sultan Mehmood, was the son of Abdul Hafeez and hailed from Rawalpindi. <box>476 1130 703 1162</box>
continued-from-label: Continued from page 1 <box>518 976 702 991</box>
paragraph: Mikko Keto, CEO of FLSmidth, acknowledged government efforts to protect and promote foreign investment and expressed a strong desire to increase investment, particularly in the energy sector. He also highlighted the company's commitment to upskilling and training the local workforce, including the youth, to ensure that the benefits of these investments are widely shared within the community. <box>476 351 703 391</box>
continuation-article <box>477 1039 703 1106</box>
continued-from-label: Continued from page 8 <box>518 398 702 413</box>
paragraph: commitment to maintaining the operations of the Utility Stores. "There is no plan to close the Utility Stores Corporation. We are focusing on restructuring the organisation to improve efficiency," Rana Tanveer stated. <box>710 828 937 852</box>
paragraph: (v) Process automation and digitalization of workflow at DGPC <box>718 137 888 145</box>
paragraph: The Minister had assured that seven officials would be appointed to the center by summer 2024. However, with no updates forthcoming, Iqbal reached out to Anand, who promptly intervened. <box>8 756 235 780</box>
paragraph: Many employees will be laid off. A financial package will be given to employees of institutions which are being closed including PWD. The Finance Division is working on the financial package. Amendments will also be made to address the issues of payment of pension to employees. <box>710 402 937 434</box>
continuation-header <box>8 54 234 71</box>
continuation-header <box>477 308 703 325</box>
continuation-number: No #7 <box>9 1108 49 1123</box>
paragraph: For Waseem, the journey of preserving and promoting traditional Pakistani textile crafts is far from over and Intertextile Shanghai remains a vital platform for his ongoing endeavors. - INP <box>242 869 469 893</box>
article-body <box>8 885 234 1102</box>
article-body <box>242 379 468 620</box>
paragraph: initiated moves to remove Atif Khan and Shakeel Khan from their positions. <box>476 994 678 1002</box>
